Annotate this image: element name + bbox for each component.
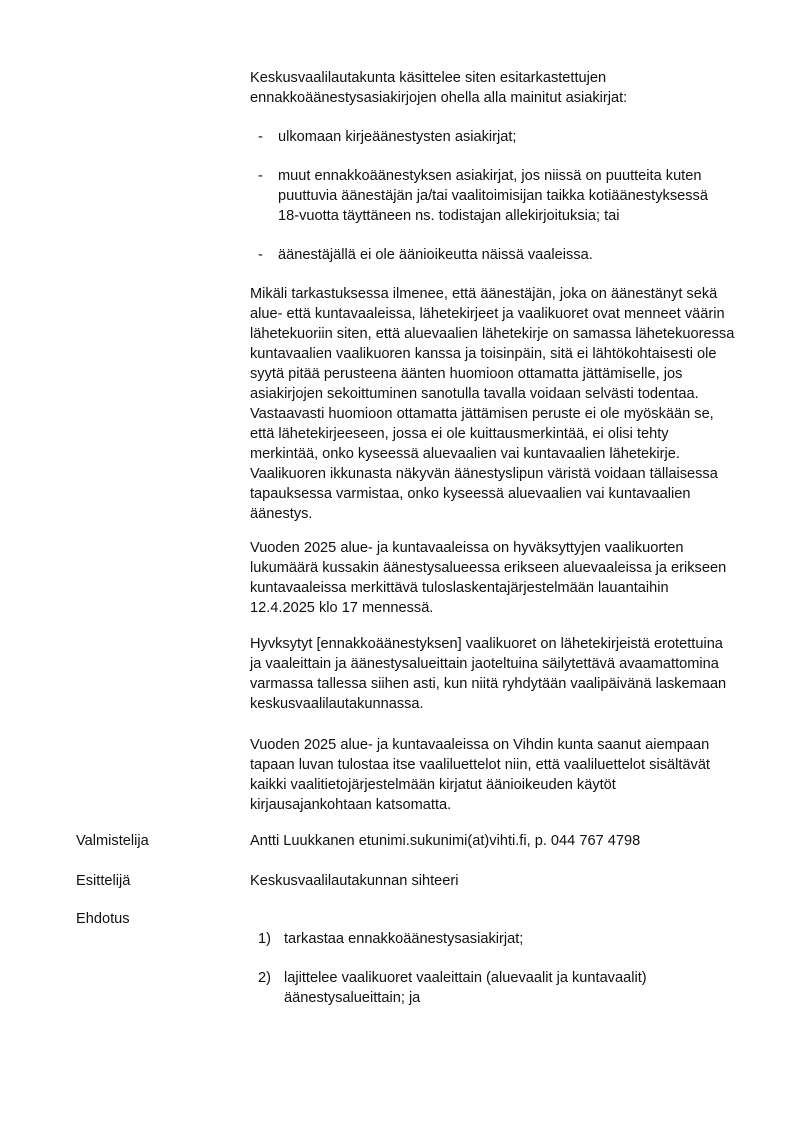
text-line: puuttuvia äänestäjän ja/tai vaalitoimisijan taikka kotiäänestyksessä bbox=[278, 188, 708, 204]
text-line: kuntavaaleissa merkittävä tuloslaskentajärjestelmään lauantaihin bbox=[250, 580, 669, 596]
intro-paragraph bbox=[250, 68, 770, 108]
text-line: että lähetekirjeeseen, jossa ei ole kuittausmerkintää, ei olisi tehty bbox=[250, 426, 669, 442]
text-line: 18-vuotta täyttäneen ns. todistajan allekirjoituksia; tai bbox=[278, 208, 620, 224]
text-line: 12.4.2025 klo 17 mennessä. bbox=[250, 600, 434, 616]
bullet-marker: - bbox=[258, 168, 263, 184]
text-line: tapaan luvan tulostaa itse vaaliluettelot niin, että vaaliluettelot sisältävät bbox=[250, 757, 710, 773]
text-line: alue- että kuntavaaleissa, lähetekirjeet ja vaalikuoret ovat menneet väärin bbox=[250, 306, 725, 322]
text-line: syytä pitää perusteena äänten huomioon ottamatta jättämiselle, jos bbox=[250, 366, 683, 382]
text-line: varmassa tallessa siihen asti, kun niitä ryhdytään vaalipäivänä laskemaan bbox=[250, 676, 727, 692]
text-line: Hyvksytyt [ennakkoäänestyksen] vaalikuoret on lähetekirjeistä erotettuina bbox=[250, 636, 723, 652]
text-line: tapauksessa varmistaa, onko kyseessä aluevaalien vai kuntavaalien bbox=[250, 486, 691, 502]
presenter-label: Esittelijä bbox=[76, 873, 131, 889]
text-line: Vuoden 2025 alue- ja kuntavaaleissa on hyväksyttyjen vaalikuorten bbox=[250, 540, 684, 556]
proposal-text bbox=[284, 968, 647, 1008]
text-line: merkintää, onko kyseessä aluevaalien vai kuntavaalien lähetekirje. bbox=[250, 446, 680, 462]
text-line: ennakkoäänestysasiakirjojen ohella alla mainitut asiakirjat: bbox=[250, 90, 628, 106]
body-paragraph bbox=[250, 284, 770, 524]
bullet-text bbox=[278, 127, 516, 147]
text-line: lähetekuoriin siten, että aluevaalien lähetekirje on samassa lähetekuoressa bbox=[250, 326, 735, 342]
bullet-marker: - bbox=[258, 129, 263, 145]
text-line: äänestysalueittain; ja bbox=[284, 990, 421, 1006]
text-line: ja vaaleittain ja äänestysalueittain jaoteltuina säilytettävä avaamattomina bbox=[250, 656, 719, 672]
text-line: Vuoden 2025 alue- ja kuntavaaleissa on Vihdin kunta saanut aiempaan bbox=[250, 737, 710, 753]
text-line: kuntavaalien vaalikuoren kanssa ja toisinpäin, sitä ei lähtökohtaisesti ole bbox=[250, 346, 717, 362]
bullet-text bbox=[278, 166, 708, 226]
text-line: tarkastaa ennakkoäänestysasiakirjat; bbox=[284, 931, 524, 947]
text-line: keskusvaalilautakunnassa. bbox=[250, 696, 424, 712]
bullet-marker: - bbox=[258, 247, 263, 263]
text-line: kaikki vaalitietojärjestelmään kirjatut äänioikeuden käytöt bbox=[250, 777, 616, 793]
text-line: asiakirjojen sekoittuminen sanotulla tavalla voidaan selvästi todentaa. bbox=[250, 386, 699, 402]
text-line: muut ennakkoäänestyksen asiakirjat, jos niissä on puutteita kuten bbox=[278, 168, 702, 184]
proposal-label: Ehdotus bbox=[76, 911, 130, 927]
text-line: Vastaavasti huomioon ottamatta jättämisen peruste ei ole myöskään se, bbox=[250, 406, 714, 422]
text-line: kirjausajankohtaan katsomatta. bbox=[250, 797, 452, 813]
text-line: Vaalikuoren ikkunasta näkyvän äänestyslipun väristä voidaan tällaisessa bbox=[250, 466, 718, 482]
presenter-value: Keskusvaalilautakunnan sihteeri bbox=[250, 873, 459, 889]
bullet-text bbox=[278, 245, 593, 265]
preparer-value: Antti Luukkanen etunimi.sukunimi(at)vihti.fi, p. 044 767 4798 bbox=[250, 833, 641, 849]
text-line: Mikäli tarkastuksessa ilmenee, että äänestäjän, joka on äänestänyt sekä bbox=[250, 286, 718, 302]
text-line: lajittelee vaalikuoret vaaleittain (aluevaalit ja kuntavaalit) bbox=[284, 970, 647, 986]
body-paragraph bbox=[250, 634, 770, 714]
preparer-label: Valmistelija bbox=[76, 833, 149, 849]
body-paragraph bbox=[250, 735, 770, 815]
text-line: äänestys. bbox=[250, 506, 313, 522]
text-line: lukumäärä kussakin äänestysalueessa erikseen aluevaaleissa ja erikseen bbox=[250, 560, 727, 576]
proposal-text bbox=[284, 929, 523, 949]
text-line: ulkomaan kirjeäänestysten asiakirjat; bbox=[278, 129, 517, 145]
body-paragraph bbox=[250, 538, 770, 618]
text-line: äänestäjällä ei ole äänioikeutta näissä vaaleissa. bbox=[278, 247, 593, 263]
text-line: Keskusvaalilautakunta käsittelee siten esitarkastettujen bbox=[250, 70, 607, 86]
proposal-number: 2) bbox=[258, 970, 271, 986]
proposal-number: 1) bbox=[258, 931, 271, 947]
